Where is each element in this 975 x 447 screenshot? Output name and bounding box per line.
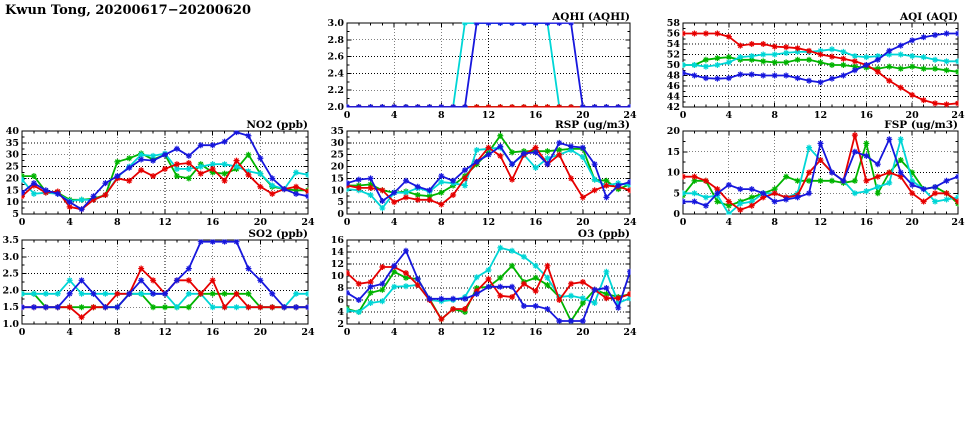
y-tick-label: 3.5 (2, 235, 19, 246)
chart-so2 (2, 228, 315, 338)
chart-rsp (331, 119, 637, 228)
x-tick-label: 4 (66, 217, 73, 228)
x-tick-label: 0 (343, 217, 351, 228)
y-tick-label: 2.8 (327, 34, 344, 46)
x-tick-label: 12 (158, 217, 172, 228)
y-tick-label: 3.0 (327, 18, 344, 29)
chart-title-so2: SO2 (ppb) (248, 228, 308, 240)
x-tick-label: 0 (679, 110, 687, 121)
y-tick-label: 10 (666, 167, 680, 179)
y-tick-label: 16 (330, 235, 344, 246)
chart-title-aqi: AQI (AQI) (899, 11, 958, 23)
x-tick-label: 0 (343, 327, 351, 338)
y-tick-label: 2.0 (2, 285, 19, 297)
x-tick-label: 24 (301, 327, 315, 338)
y-tick-label: 10 (330, 271, 344, 282)
chart-o3 (331, 228, 637, 338)
x-tick-label: 20 (576, 110, 590, 121)
y-tick-label: 2.6 (327, 51, 344, 63)
x-tick-label: 16 (529, 110, 543, 121)
y-tick-label: 35 (330, 126, 344, 137)
y-tick-label: 1.5 (2, 302, 19, 314)
x-tick-label: 24 (951, 110, 965, 121)
x-tick-label: 4 (66, 327, 73, 338)
y-tick-label: 30 (330, 137, 344, 149)
x-tick-label: 24 (623, 217, 637, 228)
x-tick-label: 8 (438, 327, 445, 338)
y-tick-label: 5 (12, 209, 19, 220)
y-tick-label: 6 (337, 295, 344, 306)
y-tick-label: 10 (5, 197, 19, 209)
y-tick-label: 25 (330, 149, 344, 161)
x-tick-label: 24 (301, 217, 315, 228)
x-tick-label: 16 (206, 327, 220, 338)
x-tick-label: 4 (725, 110, 733, 121)
y-tick-label: 54 (666, 39, 680, 50)
y-tick-label: 52 (666, 49, 680, 61)
series-line (22, 154, 308, 202)
x-tick-label: 0 (679, 217, 687, 228)
x-tick-label: 16 (859, 110, 873, 121)
y-tick-label: 2 (337, 319, 344, 330)
x-tick-label: 0 (343, 110, 351, 121)
x-tick-label: 8 (771, 110, 778, 121)
x-tick-label: 8 (438, 217, 445, 228)
y-tick-label: 20 (5, 173, 19, 185)
x-tick-label: 20 (576, 327, 590, 338)
y-tick-label: 20 (330, 161, 344, 173)
y-tick-label: 20 (666, 126, 680, 137)
chart-title-o3: O3 (ppb) (577, 228, 630, 240)
x-tick-label: 0 (18, 327, 26, 338)
x-tick-label: 16 (206, 217, 220, 228)
x-tick-label: 16 (529, 327, 543, 338)
y-tick-label: 3.0 (2, 251, 19, 263)
y-tick-label: 0 (337, 209, 344, 220)
chart-title-aqhi: AQHI (AQHI) (552, 11, 630, 23)
chart-title-rsp: RSP (ug/m3) (554, 119, 630, 131)
x-tick-label: 20 (253, 217, 267, 228)
x-tick-label: 8 (438, 110, 445, 121)
x-tick-label: 24 (623, 327, 637, 338)
y-tick-label: 14 (330, 247, 344, 258)
y-tick-label: 50 (666, 60, 680, 71)
x-tick-label: 4 (725, 217, 733, 228)
y-tick-label: 15 (666, 146, 680, 158)
x-tick-label: 24 (951, 217, 965, 228)
x-tick-label: 20 (905, 110, 919, 121)
x-tick-label: 12 (481, 327, 496, 338)
y-tick-label: 5 (337, 197, 344, 209)
chart-fsp (667, 119, 965, 228)
x-tick-label: 4 (390, 110, 398, 121)
x-tick-label: 12 (481, 110, 496, 121)
x-tick-label: 12 (813, 217, 828, 228)
x-tick-label: 8 (114, 217, 121, 228)
y-tick-label: 15 (330, 173, 344, 185)
page-title: Kwun Tong, 20200617−20200620 (5, 3, 251, 18)
y-tick-label: 1.0 (2, 319, 19, 330)
y-tick-label: 42 (666, 102, 680, 113)
y-tick-label: 30 (5, 149, 19, 161)
y-tick-label: 8 (337, 283, 344, 294)
y-tick-label: 10 (330, 185, 344, 197)
y-tick-label: 46 (666, 81, 680, 92)
x-tick-label: 24 (623, 110, 637, 121)
y-tick-label: 5 (673, 188, 680, 200)
y-tick-label: 44 (666, 91, 680, 103)
series-red (19, 158, 311, 213)
x-tick-label: 0 (18, 217, 26, 228)
x-tick-label: 8 (114, 327, 121, 338)
x-tick-label: 16 (859, 217, 873, 228)
y-tick-label: 40 (5, 126, 19, 137)
chart-aqhi (327, 11, 637, 121)
chart-no2 (6, 119, 315, 228)
y-tick-label: 0 (673, 209, 680, 220)
y-tick-label: 15 (5, 185, 19, 197)
y-tick-label: 2.4 (327, 68, 344, 80)
x-tick-label: 12 (481, 217, 496, 228)
y-tick-label: 12 (330, 259, 344, 270)
x-tick-label: 4 (390, 217, 398, 228)
chart-aqi (667, 11, 965, 121)
x-tick-label: 12 (158, 327, 172, 338)
x-tick-label: 20 (576, 217, 590, 228)
series-markers (19, 158, 311, 213)
x-tick-label: 4 (390, 327, 398, 338)
x-tick-label: 12 (813, 110, 828, 121)
x-tick-label: 16 (529, 217, 543, 228)
y-tick-label: 48 (666, 70, 680, 82)
y-tick-label: 4 (337, 307, 344, 318)
x-tick-label: 20 (253, 327, 267, 338)
y-tick-label: 2.0 (327, 102, 344, 113)
y-tick-label: 56 (666, 28, 680, 40)
y-tick-label: 2.5 (2, 268, 19, 280)
x-tick-label: 8 (771, 217, 778, 228)
chart-title-fsp: FSP (ug/m3) (884, 119, 958, 131)
y-tick-label: 25 (5, 161, 19, 173)
y-tick-label: 2.2 (327, 85, 344, 97)
chart-title-no2: NO2 (ppb) (246, 119, 308, 131)
y-tick-label: 35 (5, 137, 19, 149)
y-tick-label: 58 (666, 18, 680, 29)
x-tick-label: 20 (905, 217, 919, 228)
